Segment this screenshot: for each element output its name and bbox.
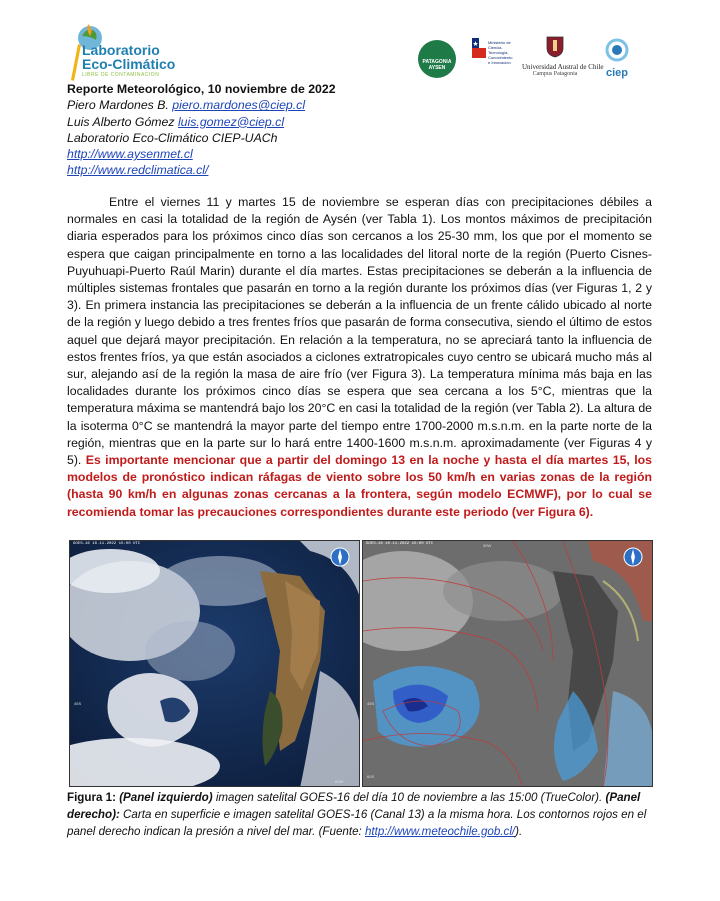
- uach-crest-icon: [546, 36, 564, 58]
- author-2-email-link[interactable]: luis.gomez@ciep.cl: [177, 114, 285, 129]
- ciep-logo: [602, 38, 632, 82]
- satellite-ch13-panel: [362, 540, 653, 787]
- left-lat-label-60: 60S: [74, 774, 82, 779]
- redclimatica-link[interactable]: http://www.redclimatica.cl/: [67, 163, 209, 178]
- ciep-name: ciep: [605, 67, 628, 79]
- gobierno-text: Ministerio de Ciencia, Tecnología, Conocimiento e Innovación: [488, 40, 513, 65]
- left-lat-label-45: 45S: [74, 701, 82, 706]
- author-2: [67, 114, 336, 130]
- author-2-name: Luis Alberto Gómez: [67, 114, 178, 129]
- uach-logo: [522, 36, 604, 84]
- right-timestamp: GOES-16 10.11.2022 15:00 UTC: [366, 542, 434, 546]
- ciep-ring-icon: [605, 38, 629, 62]
- author-1: [67, 97, 336, 113]
- patagonia-seal: PATAGONIA AYSEN: [418, 40, 456, 78]
- satellite-truecolor-panel: [69, 540, 360, 787]
- report-header: [67, 81, 336, 179]
- lab-logo: [64, 20, 176, 80]
- lab-name-line-2: Eco-Climático: [82, 56, 176, 72]
- uach-name: Universidad Austral de Chile: [522, 63, 604, 71]
- left-lon-label-105: 105W: [114, 779, 125, 784]
- caption-part-2: Carta en superficie e imagen satelital GOES-16 (Canal 13) a la misma hora. Los contornos rojos en el panel derecho indican la presión a nivel del mar. (Fuente:: [67, 807, 647, 838]
- author-1-email-link[interactable]: piero.mardones@ciep.cl: [172, 98, 306, 113]
- uach-campus: Campus Patagonia: [532, 71, 578, 77]
- right-lon-label-90: 90W: [483, 543, 492, 548]
- caption-label: Figura 1:: [67, 791, 120, 804]
- lab-name-line-1: Laboratorio: [82, 42, 160, 58]
- meteochile-link[interactable]: http://www.meteochile.gob.cl/: [364, 824, 516, 838]
- right-lat-label-60: 60S: [367, 774, 375, 779]
- figure-caption: [67, 790, 657, 840]
- aysenmet-link[interactable]: http://www.aysenmet.cl: [67, 147, 193, 162]
- report-body: [67, 194, 652, 521]
- left-timestamp: GOES-16 10.11.2022 15:00 UTC: [73, 542, 141, 546]
- lab-tagline: LIBRE DE CONTAMINACION: [82, 72, 160, 78]
- caption-left-label: (Panel izquierdo): [119, 791, 213, 804]
- wind-warning: Es importante mencionar que a partir del domingo 13 en la noche y hasta el día martes 15, los modelos de pronóstico indican ráfagas de viento sobre los 50 km/h en varias zonas de la región (hasta 90 km/h en algunas zonas cercanas a la frontera, según modelo ECMWF), por lo cual se recomienda tomar las precauciones correspondientes durante este periodo (ver Figura 6).: [67, 453, 652, 519]
- report-title: Reporte Meteorológico, 10 noviembre de 2022: [67, 82, 336, 96]
- caption-end: ).: [515, 824, 523, 838]
- caption-part-1: imagen satelital GOES-16 del día 10 de noviembre a las 15:00 (TrueColor).: [212, 791, 606, 804]
- caption-right-label: (Panel derecho):: [67, 791, 641, 821]
- left-lon-label-60: 60W: [335, 779, 344, 784]
- forecast-paragraph: Entre el viernes 11 y martes 15 de noviembre se esperan días con precipitaciones débiles a normales en casi la totalidad de la región de Aysén (ver Tabla 1). Los montos máximos de precipitación diaria esperados para los próximos cinco días son cercanos a los 25-30 mm, los que por el momento se espera que caigan principalmente en torno a las localidades del litoral norte de la región (Puerto Cisnes-Puyuhuapi-Puerto Raúl Marin) durante el día martes. Estas precipitaciones se deberán a la influencia de múltiples sistemas frontales que pasarán en torno a la región durante los próximos días (ver Figuras 1, 2 y 3). En primera instancia las precipitaciones se deberán a la influencia de un frente cálido ubicado al norte de la región y luego debido a tres frentes fríos que pasarán de forma consecutiva, siendo el último de estos aquel que dejará mayor precipitación. En relación a la temperatura, no se apreciará tanto la influencia de estos frentes fríos, ya que están asociados a ciclones extratropicales cuyo centro se ubicará mucho más al sur, alejando así de la región la masa de aire frío (ver Figura 3). La temperatura mínima más baja en las localidades durante los próximos cinco días se espera que sea cercana a los 5°C, mientras que la temperatura máxima se mantendrá bajo los 20°C en casi la totalidad de la región (ver Tabla 2). La altura de la isoterma 0°C se mantendrá la mayor parte del tiempo entre 1700-2000 m.s.n.m. en la parte norte de la región, mientras que en la parte sur lo hará entre 1400-1600 m.s.n.m. aproximadamente (ver Figuras 4 y 5).: [67, 195, 652, 468]
- lab-affiliation: Laboratorio Eco-Climático CIEP-UACh: [67, 130, 278, 145]
- right-lat-label-45: 45S: [367, 701, 375, 706]
- gobierno-logo: [472, 38, 512, 82]
- author-1-name: Piero Mardones B.: [67, 98, 173, 113]
- pencil-icon: [68, 40, 82, 84]
- chile-flag-icon: [472, 38, 486, 58]
